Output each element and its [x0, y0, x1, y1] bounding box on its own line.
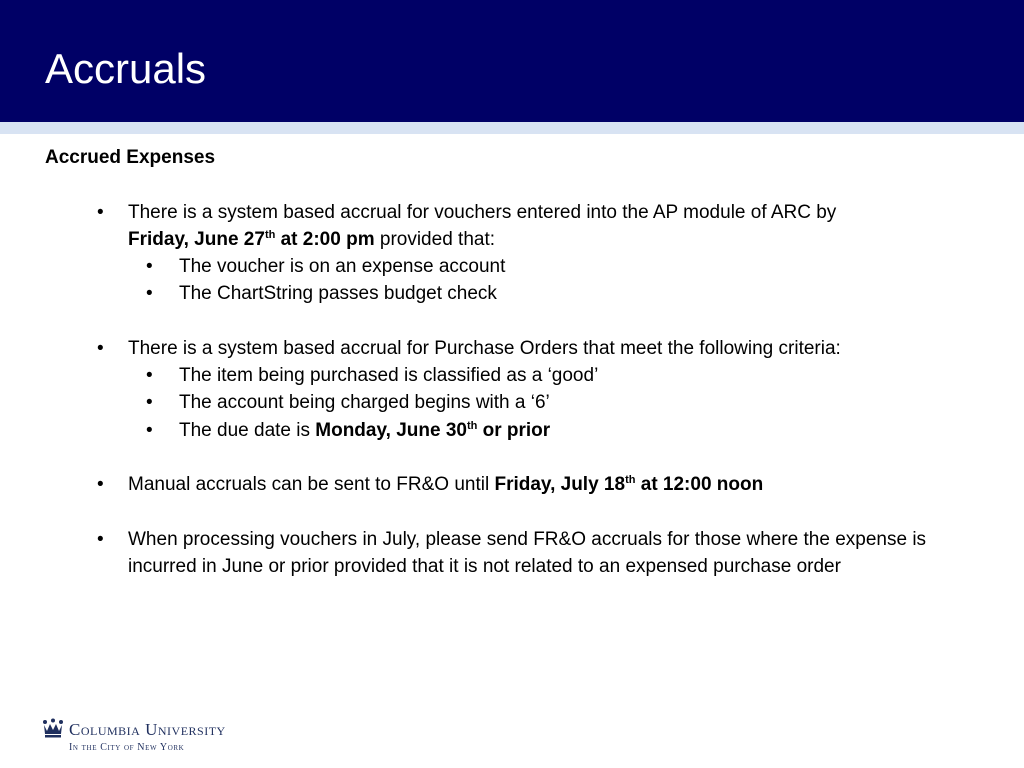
- sub-bullet-expense-account: [146, 253, 996, 280]
- bullet-text: When processing vouchers in July, please send FR&O accruals for those where the expense is incurred in June or prior provided that it is not related to an expensed purchase order: [128, 529, 927, 577]
- bullet-bold-date: [128, 229, 375, 250]
- sub-bullet-text: The voucher is on an expense account: [179, 256, 506, 277]
- bold-date-text: Friday, June 27: [128, 229, 265, 250]
- bullet-dot: •: [146, 283, 153, 304]
- title-underline: [0, 122, 1024, 134]
- sub-bullet-budget-check: [146, 280, 996, 307]
- bullet-dot: •: [97, 338, 104, 359]
- bullet-voucher-accrual: [97, 199, 997, 253]
- bullet-dot: •: [97, 202, 104, 223]
- bullet-dot: •: [146, 256, 153, 277]
- section-heading: Accrued Expenses: [45, 147, 216, 168]
- sub-bullet-account-6: [146, 389, 996, 416]
- bold-tail-text: at 12:00 noon: [635, 474, 764, 495]
- date-suffix: th: [264, 229, 276, 241]
- date-suffix: th: [466, 420, 478, 432]
- bold-date-text: Friday, July 18: [494, 474, 626, 495]
- bold-date-text: Monday, June 30: [315, 420, 467, 441]
- crown-icon: [42, 718, 64, 738]
- bold-time-text: at 2:00 pm: [275, 229, 375, 250]
- bullet-dot: •: [97, 474, 104, 495]
- bullet-tail-text: provided that:: [374, 229, 496, 250]
- manual-bold: [494, 474, 763, 495]
- bullet-text: [128, 471, 997, 498]
- bullet-text-line: There is a system based accrual for vouchers entered into the AP module of ARC by: [128, 202, 837, 223]
- logo-name: Columbia University: [69, 720, 226, 739]
- bold-tail-text: or prior: [477, 420, 551, 441]
- bullet-dot: •: [97, 529, 104, 550]
- bullet-text: [128, 199, 997, 253]
- bullet-dot: •: [146, 420, 153, 441]
- slide-title: Accruals: [45, 45, 207, 92]
- sub-bullet-due-date: [146, 417, 996, 444]
- due-date-prefix: The due date is: [179, 420, 316, 441]
- title-bar: [0, 0, 1024, 122]
- bullet-dot: •: [146, 392, 153, 413]
- due-date-bold: [315, 420, 550, 441]
- bullet-text: There is a system based accrual for Purchase Orders that meet the following criteria:: [128, 338, 841, 359]
- bullet-july-vouchers: [97, 526, 977, 580]
- sub-bullet-text: The item being purchased is classified as a ‘good’: [179, 365, 599, 386]
- bullet-manual-accruals: [97, 471, 997, 498]
- bullet-po-accrual: [97, 335, 997, 362]
- manual-prefix: Manual accruals can be sent to FR&O until: [128, 474, 495, 495]
- sub-bullet-text: [179, 417, 996, 444]
- sub-bullet-good: [146, 362, 996, 389]
- sub-bullet-text: The account being charged begins with a ‘6’: [179, 392, 550, 413]
- sub-bullet-text: The ChartString passes budget check: [179, 283, 497, 304]
- date-suffix: th: [625, 474, 636, 486]
- bullet-dot: •: [146, 365, 153, 386]
- logo-subtitle: In the City of New York: [69, 742, 185, 753]
